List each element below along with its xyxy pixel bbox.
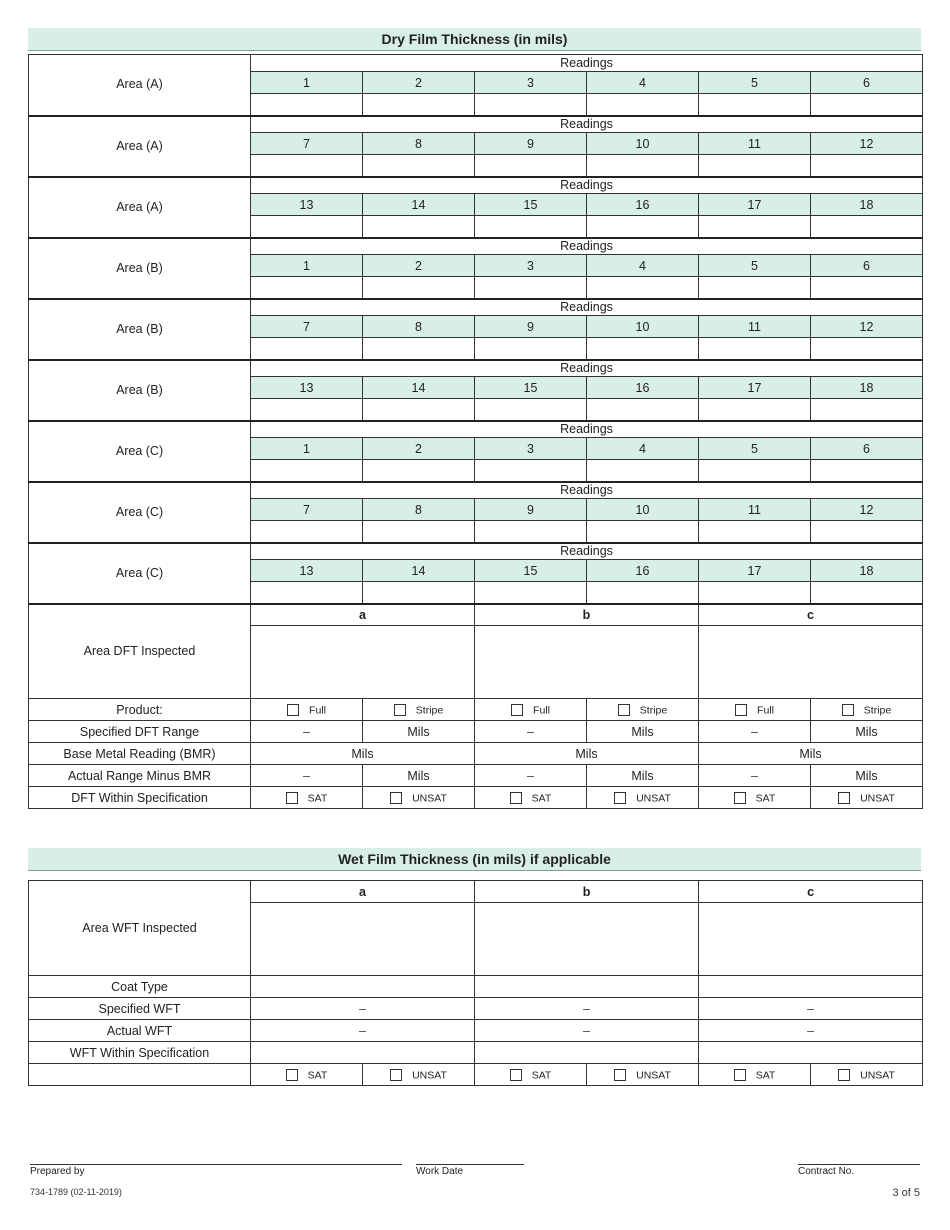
column-b-header: b — [475, 604, 699, 626]
reading-number: 8 — [363, 499, 475, 521]
work-date-label: Work Date — [416, 1166, 464, 1177]
reading-input[interactable] — [811, 521, 923, 543]
wft-column-c-header: c — [699, 881, 923, 903]
coat-type-b-input[interactable] — [475, 976, 699, 998]
reading-number: 8 — [363, 316, 475, 338]
reading-number: 15 — [475, 560, 587, 582]
area-b-input[interactable] — [475, 626, 699, 699]
area-wft-inspected-label: Area WFT Inspected — [29, 881, 251, 976]
readings-label: Readings — [251, 177, 923, 194]
reading-number: 11 — [699, 499, 811, 521]
reading-number: 3 — [475, 438, 587, 460]
reading-input[interactable] — [699, 155, 811, 177]
readings-label: Readings — [251, 55, 923, 72]
area-label: Area (A) — [29, 116, 251, 177]
readings-label: Readings — [251, 238, 923, 255]
reading-number: 5 — [699, 255, 811, 277]
reading-input[interactable] — [363, 216, 475, 238]
reading-number: 5 — [699, 72, 811, 94]
wft-area-c-input[interactable] — [699, 903, 923, 976]
reading-input[interactable] — [363, 155, 475, 177]
dft-c-sat-label: SAT — [755, 792, 776, 805]
reading-input[interactable] — [587, 338, 699, 360]
actual-wft-b-value[interactable]: – — [475, 1020, 699, 1042]
wft-b-sat-cell — [475, 1064, 587, 1086]
contract-no-label: Contract No. — [798, 1166, 855, 1177]
product-c-full-checkbox[interactable] — [735, 704, 747, 716]
reading-number: 1 — [251, 255, 363, 277]
reading-number: 1 — [251, 72, 363, 94]
reading-number: 16 — [587, 194, 699, 216]
actual-wft-a-value[interactable]: – — [251, 1020, 475, 1042]
reading-input[interactable] — [475, 216, 587, 238]
reading-number: 4 — [587, 438, 699, 460]
wft-area-b-input[interactable] — [475, 903, 699, 976]
reading-number: 2 — [363, 255, 475, 277]
reading-number: 9 — [475, 316, 587, 338]
reading-input[interactable] — [699, 399, 811, 421]
reading-input[interactable] — [475, 460, 587, 482]
coat-type-c-input[interactable] — [699, 976, 923, 998]
area-label: Area (A) — [29, 177, 251, 238]
reading-number: 3 — [475, 72, 587, 94]
reading-number: 7 — [251, 316, 363, 338]
reading-input[interactable] — [251, 582, 363, 604]
product-a-full-checkbox[interactable] — [287, 704, 299, 716]
reading-input[interactable] — [699, 460, 811, 482]
work-date-line[interactable] — [416, 1164, 524, 1165]
reading-input[interactable] — [363, 277, 475, 299]
product-b-full-label: Full — [533, 704, 550, 717]
bmr-c-value[interactable]: Mils — [699, 743, 923, 765]
reading-input[interactable] — [587, 94, 699, 116]
product-a-full-label: Full — [309, 704, 326, 717]
product-c-full-cell — [699, 699, 811, 721]
reading-input[interactable] — [251, 460, 363, 482]
product-b-stripe-checkbox[interactable] — [618, 704, 630, 716]
reading-input[interactable] — [475, 582, 587, 604]
reading-input[interactable] — [251, 155, 363, 177]
specified-dft-range-label: Specified DFT Range — [29, 721, 251, 743]
area-a-input[interactable] — [251, 626, 475, 699]
wft-table — [28, 880, 923, 1086]
reading-input[interactable] — [475, 521, 587, 543]
wft-within-spec-b-cell — [475, 1042, 699, 1064]
dft-section-title: Dry Film Thickness (in mils) — [28, 28, 921, 51]
reading-input[interactable] — [811, 338, 923, 360]
actual-wft-c-value[interactable]: – — [699, 1020, 923, 1042]
specified-range-a-unit: Mils — [363, 721, 475, 743]
actual-range-b-unit: Mils — [587, 765, 699, 787]
reading-input[interactable] — [699, 277, 811, 299]
reading-input[interactable] — [363, 399, 475, 421]
reading-number: 11 — [699, 133, 811, 155]
wft-a-sat-label: SAT — [307, 1069, 328, 1082]
reading-number: 14 — [363, 194, 475, 216]
dft-b-unsat-checkbox[interactable] — [614, 792, 626, 804]
reading-number: 12 — [811, 316, 923, 338]
area-label: Area (A) — [29, 55, 251, 116]
dft-a-unsat-checkbox[interactable] — [390, 792, 402, 804]
reading-number: 9 — [475, 133, 587, 155]
prepared-by-label: Prepared by — [30, 1166, 85, 1177]
reading-number: 4 — [587, 72, 699, 94]
reading-number: 18 — [811, 377, 923, 399]
reading-input[interactable] — [475, 338, 587, 360]
dft-b-sat-checkbox[interactable] — [510, 792, 522, 804]
reading-input[interactable] — [699, 521, 811, 543]
reading-number: 18 — [811, 194, 923, 216]
wft-b-unsat-checkbox[interactable] — [614, 1069, 626, 1081]
wft-b-sat-checkbox[interactable] — [510, 1069, 522, 1081]
reading-number: 14 — [363, 560, 475, 582]
reading-number: 17 — [699, 377, 811, 399]
readings-label: Readings — [251, 299, 923, 316]
specified-wft-c-value[interactable]: – — [699, 998, 923, 1020]
reading-input[interactable] — [811, 582, 923, 604]
area-c-input[interactable] — [699, 626, 923, 699]
reading-number: 11 — [699, 316, 811, 338]
actual-wft-label: Actual WFT — [29, 1020, 251, 1042]
reading-number: 7 — [251, 499, 363, 521]
wft-within-spec-c-cell — [699, 1042, 923, 1064]
reading-input[interactable] — [699, 94, 811, 116]
wft-within-spec-label: WFT Within Specification — [29, 1042, 251, 1064]
reading-number: 16 — [587, 377, 699, 399]
specified-range-c-unit: Mils — [811, 721, 923, 743]
readings-label: Readings — [251, 543, 923, 560]
product-b-full-cell — [475, 699, 587, 721]
reading-input[interactable] — [251, 399, 363, 421]
reading-input[interactable] — [699, 338, 811, 360]
wft-a-sat-cell — [251, 1064, 363, 1086]
bmr-b-value[interactable]: Mils — [475, 743, 699, 765]
reading-number: 13 — [251, 560, 363, 582]
product-c-stripe-cell — [811, 699, 923, 721]
wft-b-sat-label: SAT — [531, 1069, 552, 1082]
reading-input[interactable] — [811, 399, 923, 421]
product-label: Product: — [29, 699, 251, 721]
wft-c-sat-checkbox[interactable] — [734, 1069, 746, 1081]
reading-number: 8 — [363, 133, 475, 155]
wft-a-sat-checkbox[interactable] — [286, 1069, 298, 1081]
dft-within-spec-label: DFT Within Specification — [29, 787, 251, 809]
reading-number: 3 — [475, 255, 587, 277]
area-label: Area (C) — [29, 482, 251, 543]
readings-label: Readings — [251, 482, 923, 499]
reading-input[interactable] — [811, 216, 923, 238]
dft-table — [28, 54, 923, 809]
product-a-stripe-cell — [363, 699, 475, 721]
reading-input[interactable] — [587, 460, 699, 482]
specified-range-a-value[interactable]: – — [251, 721, 363, 743]
reading-input[interactable] — [475, 155, 587, 177]
product-a-full-cell — [251, 699, 363, 721]
product-b-stripe-label: Stripe — [639, 704, 668, 717]
reading-number: 5 — [699, 438, 811, 460]
wft-c-unsat-cell — [811, 1064, 923, 1086]
area-label: Area (B) — [29, 299, 251, 360]
area-dft-inspected-label: Area DFT Inspected — [29, 604, 251, 699]
wft-a-unsat-checkbox[interactable] — [390, 1069, 402, 1081]
wft-a-unsat-cell — [363, 1064, 475, 1086]
readings-label: Readings — [251, 116, 923, 133]
product-c-full-label: Full — [757, 704, 774, 717]
dft-c-unsat-label: UNSAT — [860, 792, 895, 805]
readings-label: Readings — [251, 421, 923, 438]
column-a-header: a — [251, 604, 475, 626]
prepared-by-line[interactable] — [30, 1164, 402, 1165]
reading-number: 9 — [475, 499, 587, 521]
area-label: Area (C) — [29, 421, 251, 482]
reading-input[interactable] — [363, 338, 475, 360]
reading-input[interactable] — [699, 216, 811, 238]
dft-a-sat-checkbox[interactable] — [286, 792, 298, 804]
reading-input[interactable] — [363, 582, 475, 604]
wft-sat-row-label — [29, 1064, 251, 1086]
coat-type-label: Coat Type — [29, 976, 251, 998]
reading-input[interactable] — [587, 521, 699, 543]
reading-input[interactable] — [475, 277, 587, 299]
contract-no-line[interactable] — [798, 1164, 920, 1165]
dft-a-sat-cell — [251, 787, 363, 809]
area-label: Area (B) — [29, 238, 251, 299]
reading-input[interactable] — [363, 94, 475, 116]
wft-column-b-header: b — [475, 881, 699, 903]
reading-number: 17 — [699, 194, 811, 216]
coat-type-a-input[interactable] — [251, 976, 475, 998]
dft-c-sat-checkbox[interactable] — [734, 792, 746, 804]
reading-input[interactable] — [587, 582, 699, 604]
reading-number: 15 — [475, 194, 587, 216]
reading-number: 1 — [251, 438, 363, 460]
bmr-a-value[interactable]: Mils — [251, 743, 475, 765]
wft-a-unsat-label: UNSAT — [412, 1069, 447, 1082]
product-a-stripe-label: Stripe — [415, 704, 444, 717]
readings-label: Readings — [251, 360, 923, 377]
reading-number: 7 — [251, 133, 363, 155]
dft-b-sat-label: SAT — [531, 792, 552, 805]
form-code: 734-1789 (02-11-2019) — [30, 1187, 122, 1197]
actual-range-a-value[interactable]: – — [251, 765, 363, 787]
area-label: Area (B) — [29, 360, 251, 421]
reading-number: 6 — [811, 255, 923, 277]
specified-wft-b-value[interactable]: – — [475, 998, 699, 1020]
reading-number: 12 — [811, 499, 923, 521]
reading-number: 15 — [475, 377, 587, 399]
reading-number: 14 — [363, 377, 475, 399]
actual-range-label: Actual Range Minus BMR — [29, 765, 251, 787]
reading-input[interactable] — [363, 460, 475, 482]
reading-input[interactable] — [811, 155, 923, 177]
reading-input[interactable] — [251, 94, 363, 116]
product-c-stripe-label: Stripe — [863, 704, 892, 717]
reading-input[interactable] — [475, 94, 587, 116]
reading-number: 6 — [811, 438, 923, 460]
dft-c-sat-cell — [699, 787, 811, 809]
specified-range-b-unit: Mils — [587, 721, 699, 743]
reading-number: 2 — [363, 438, 475, 460]
wft-c-unsat-label: UNSAT — [860, 1069, 895, 1082]
dft-c-unsat-cell — [811, 787, 923, 809]
specified-wft-a-value[interactable]: – — [251, 998, 475, 1020]
dft-b-unsat-cell — [587, 787, 699, 809]
reading-number: 16 — [587, 560, 699, 582]
reading-number: 13 — [251, 377, 363, 399]
product-b-full-checkbox[interactable] — [511, 704, 523, 716]
reading-input[interactable] — [475, 399, 587, 421]
reading-input[interactable] — [587, 399, 699, 421]
column-c-header: c — [699, 604, 923, 626]
bmr-label: Base Metal Reading (BMR) — [29, 743, 251, 765]
product-c-stripe-checkbox[interactable] — [842, 704, 854, 716]
dft-a-unsat-label: UNSAT — [412, 792, 447, 805]
actual-range-a-unit: Mils — [363, 765, 475, 787]
reading-number: 17 — [699, 560, 811, 582]
wft-b-unsat-cell — [587, 1064, 699, 1086]
product-b-stripe-cell — [587, 699, 699, 721]
dft-b-unsat-label: UNSAT — [636, 792, 671, 805]
reading-input[interactable] — [251, 338, 363, 360]
dft-a-sat-label: SAT — [307, 792, 328, 805]
reading-input[interactable] — [587, 155, 699, 177]
dft-c-unsat-checkbox[interactable] — [838, 792, 850, 804]
reading-number: 2 — [363, 72, 475, 94]
actual-range-b-value[interactable]: – — [475, 765, 587, 787]
actual-range-c-value[interactable]: – — [699, 765, 811, 787]
reading-number: 13 — [251, 194, 363, 216]
reading-input[interactable] — [699, 582, 811, 604]
wft-c-sat-label: SAT — [755, 1069, 776, 1082]
reading-number: 4 — [587, 255, 699, 277]
reading-input[interactable] — [587, 216, 699, 238]
reading-number: 6 — [811, 72, 923, 94]
product-a-stripe-checkbox[interactable] — [394, 704, 406, 716]
reading-input[interactable] — [363, 521, 475, 543]
wft-b-unsat-label: UNSAT — [636, 1069, 671, 1082]
reading-input[interactable] — [251, 216, 363, 238]
wft-within-spec-a-cell — [251, 1042, 475, 1064]
reading-number: 10 — [587, 133, 699, 155]
wft-c-unsat-checkbox[interactable] — [838, 1069, 850, 1081]
specified-range-b-value[interactable]: – — [475, 721, 587, 743]
reading-number: 12 — [811, 133, 923, 155]
page-number: 3 of 5 — [892, 1187, 920, 1199]
dft-b-sat-cell — [475, 787, 587, 809]
actual-range-c-unit: Mils — [811, 765, 923, 787]
dft-a-unsat-cell — [363, 787, 475, 809]
specified-range-c-value[interactable]: – — [699, 721, 811, 743]
reading-input[interactable] — [251, 277, 363, 299]
reading-number: 10 — [587, 316, 699, 338]
reading-number: 18 — [811, 560, 923, 582]
area-label: Area (C) — [29, 543, 251, 604]
wft-c-sat-cell — [699, 1064, 811, 1086]
specified-wft-label: Specified WFT — [29, 998, 251, 1020]
wft-section-title: Wet Film Thickness (in mils) if applicable — [28, 848, 921, 871]
reading-input[interactable] — [811, 277, 923, 299]
reading-number: 10 — [587, 499, 699, 521]
reading-input[interactable] — [811, 460, 923, 482]
reading-input[interactable] — [811, 94, 923, 116]
reading-input[interactable] — [251, 521, 363, 543]
wft-area-a-input[interactable] — [251, 903, 475, 976]
reading-input[interactable] — [587, 277, 699, 299]
wft-column-a-header: a — [251, 881, 475, 903]
